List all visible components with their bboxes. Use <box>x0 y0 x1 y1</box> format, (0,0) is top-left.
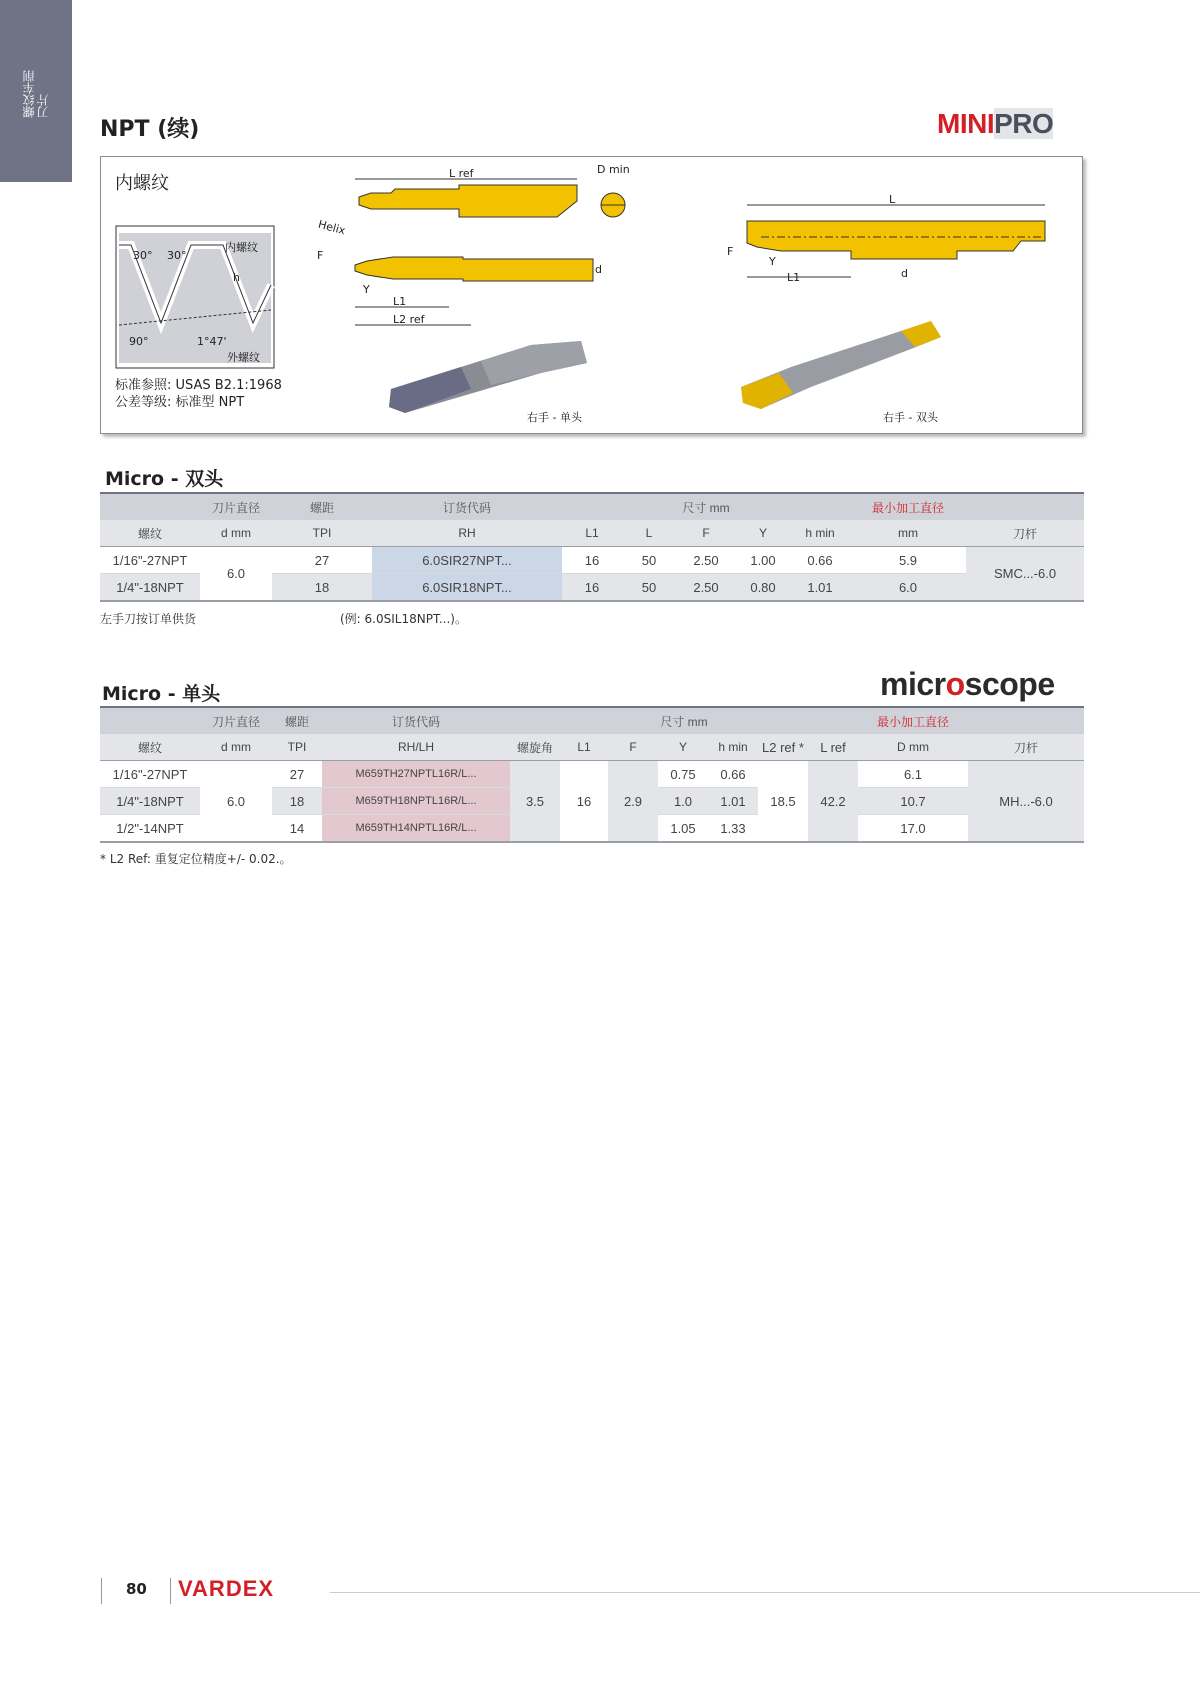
page-number: 80 <box>126 1580 147 1598</box>
y-dim-2: Y <box>769 255 776 268</box>
header-cell: 螺距 <box>272 493 372 520</box>
header-cell: 刀杆 <box>968 734 1084 761</box>
footer-divider <box>170 1578 171 1604</box>
header-cell: 最小加工直径 <box>858 707 968 734</box>
left-hand-example: (例: 6.0SIL18NPT...)。 <box>340 612 467 626</box>
external-thread-label: 外螺纹 <box>227 351 260 364</box>
h-label: h <box>233 271 240 284</box>
header-cell: 螺纹 <box>100 734 200 761</box>
header-cell: 螺距 <box>272 707 322 734</box>
header-cell: F <box>676 520 736 547</box>
caption-double: 右手 - 双头 <box>883 411 938 424</box>
table-header-row <box>100 520 1084 547</box>
header-cell: h min <box>708 734 758 761</box>
l1-dim: L1 <box>393 295 407 308</box>
l-dim: L <box>889 193 896 206</box>
l2ref-dim: L2 ref <box>393 313 425 326</box>
l2-ref-note: * L2 Ref: 重复定位精度+/- 0.02.。 <box>100 852 292 866</box>
header-cell: TPI <box>272 520 372 547</box>
table-row: 1/2"-14NPT 14 M659TH14NPTL16R/L... 1.05 1.33 17.0 <box>100 815 1084 843</box>
header-cell: 螺旋角 <box>510 734 560 761</box>
internal-thread-label: 内螺纹 <box>225 241 258 254</box>
header-cell: d mm <box>200 520 272 547</box>
header-cell: F <box>608 734 658 761</box>
angle-90-label: 90° <box>129 335 149 348</box>
table-header-row <box>100 707 1084 734</box>
helix-dim: Helix <box>316 217 347 238</box>
vardex-logo: VARDEX <box>178 1576 275 1601</box>
header-cell: mm <box>850 520 966 547</box>
header-cell: h min <box>790 520 850 547</box>
footer-line <box>330 1592 1200 1593</box>
caption-single: 右手 - 单头 <box>527 411 582 424</box>
double-end-tool-photo <box>731 317 951 417</box>
header-cell: 尺寸 mm <box>562 493 850 520</box>
header-cell: RH/LH <box>322 734 510 761</box>
header-cell: 刀片直径 <box>200 707 272 734</box>
side-tab-text: 螺纹车削 刀片 <box>22 70 50 118</box>
d-dim-2: d <box>901 267 908 280</box>
table-header-row <box>100 493 1084 520</box>
header-cell: L ref <box>808 734 858 761</box>
header-cell: 螺纹 <box>100 520 200 547</box>
figure-label: 内螺纹 <box>115 173 169 194</box>
table-row: 1/4"-18NPT 18 M659TH18NPTL16R/L... 1.0 1.01 10.7 <box>100 788 1084 815</box>
side-tab <box>0 0 72 182</box>
footer-divider <box>101 1578 102 1604</box>
double-section-title: Micro - 双头 <box>105 468 224 490</box>
header-cell: L2 ref * <box>758 734 808 761</box>
double-end-table <box>100 492 1084 602</box>
table-header-row <box>100 734 1084 761</box>
y-dim: Y <box>363 283 370 296</box>
table-row: 1/16"-27NPT 6.0 27 M659TH27NPTL16R/L... 3.5 16 2.9 0.75 0.66 18.5 42.2 6.1 MH...-6.0 <box>100 761 1084 788</box>
f-dim: F <box>317 249 324 262</box>
minipro-logo: MINIPRO <box>937 108 1054 139</box>
header-cell: 刀片直径 <box>200 493 272 520</box>
f-dim-2: F <box>727 245 734 258</box>
single-end-table <box>100 706 1084 843</box>
table-row: 1/4"-18NPT 18 6.0SIR18NPT... 16 50 2.50 0.80 1.01 6.0 <box>100 574 1084 602</box>
header-cell: 最小加工直径 <box>850 493 966 520</box>
angle-30-right: 30° <box>167 249 187 262</box>
header-cell: L1 <box>562 520 622 547</box>
header-cell: 订货代码 <box>322 707 510 734</box>
dmin-dim: D min <box>597 163 630 176</box>
double-end-tool-drawing <box>721 193 1061 327</box>
header-cell: Y <box>658 734 708 761</box>
taper-angle-label: 1°47' <box>197 335 227 348</box>
header-cell: D mm <box>858 734 968 761</box>
thread-profile-diagram <box>115 225 275 369</box>
page-title: NPT (续) <box>100 117 200 142</box>
header-cell: RH <box>372 520 562 547</box>
header-cell: 订货代码 <box>372 493 562 520</box>
microscope-logo: microscope <box>880 666 1055 702</box>
single-end-tool-drawing <box>316 161 691 351</box>
header-cell: 尺寸 mm <box>510 707 858 734</box>
header-cell: Y <box>736 520 790 547</box>
header-cell: L <box>622 520 676 547</box>
header-cell: d mm <box>200 734 272 761</box>
single-section-title: Micro - 单头 <box>102 683 221 705</box>
header-cell: TPI <box>272 734 322 761</box>
l1-dim-2: L1 <box>787 271 801 284</box>
standard-info: 标准参照: USAS B2.1:1968 公差等级: 标准型 NPT <box>115 378 282 410</box>
d-dim: d <box>595 263 602 276</box>
left-hand-note: 左手刀按订单供货 <box>100 612 197 626</box>
header-cell: L1 <box>560 734 608 761</box>
figure-panel <box>100 156 1083 434</box>
table-row: 1/16"-27NPT 6.0 27 6.0SIR27NPT... 16 50 2.50 1.00 0.66 5.9 SMC...-6.0 <box>100 547 1084 574</box>
angle-30-left: 30° <box>133 249 153 262</box>
lref-dim: L ref <box>449 167 474 180</box>
header-cell: 刀杆 <box>966 520 1084 547</box>
single-end-tool-photo <box>381 327 601 417</box>
